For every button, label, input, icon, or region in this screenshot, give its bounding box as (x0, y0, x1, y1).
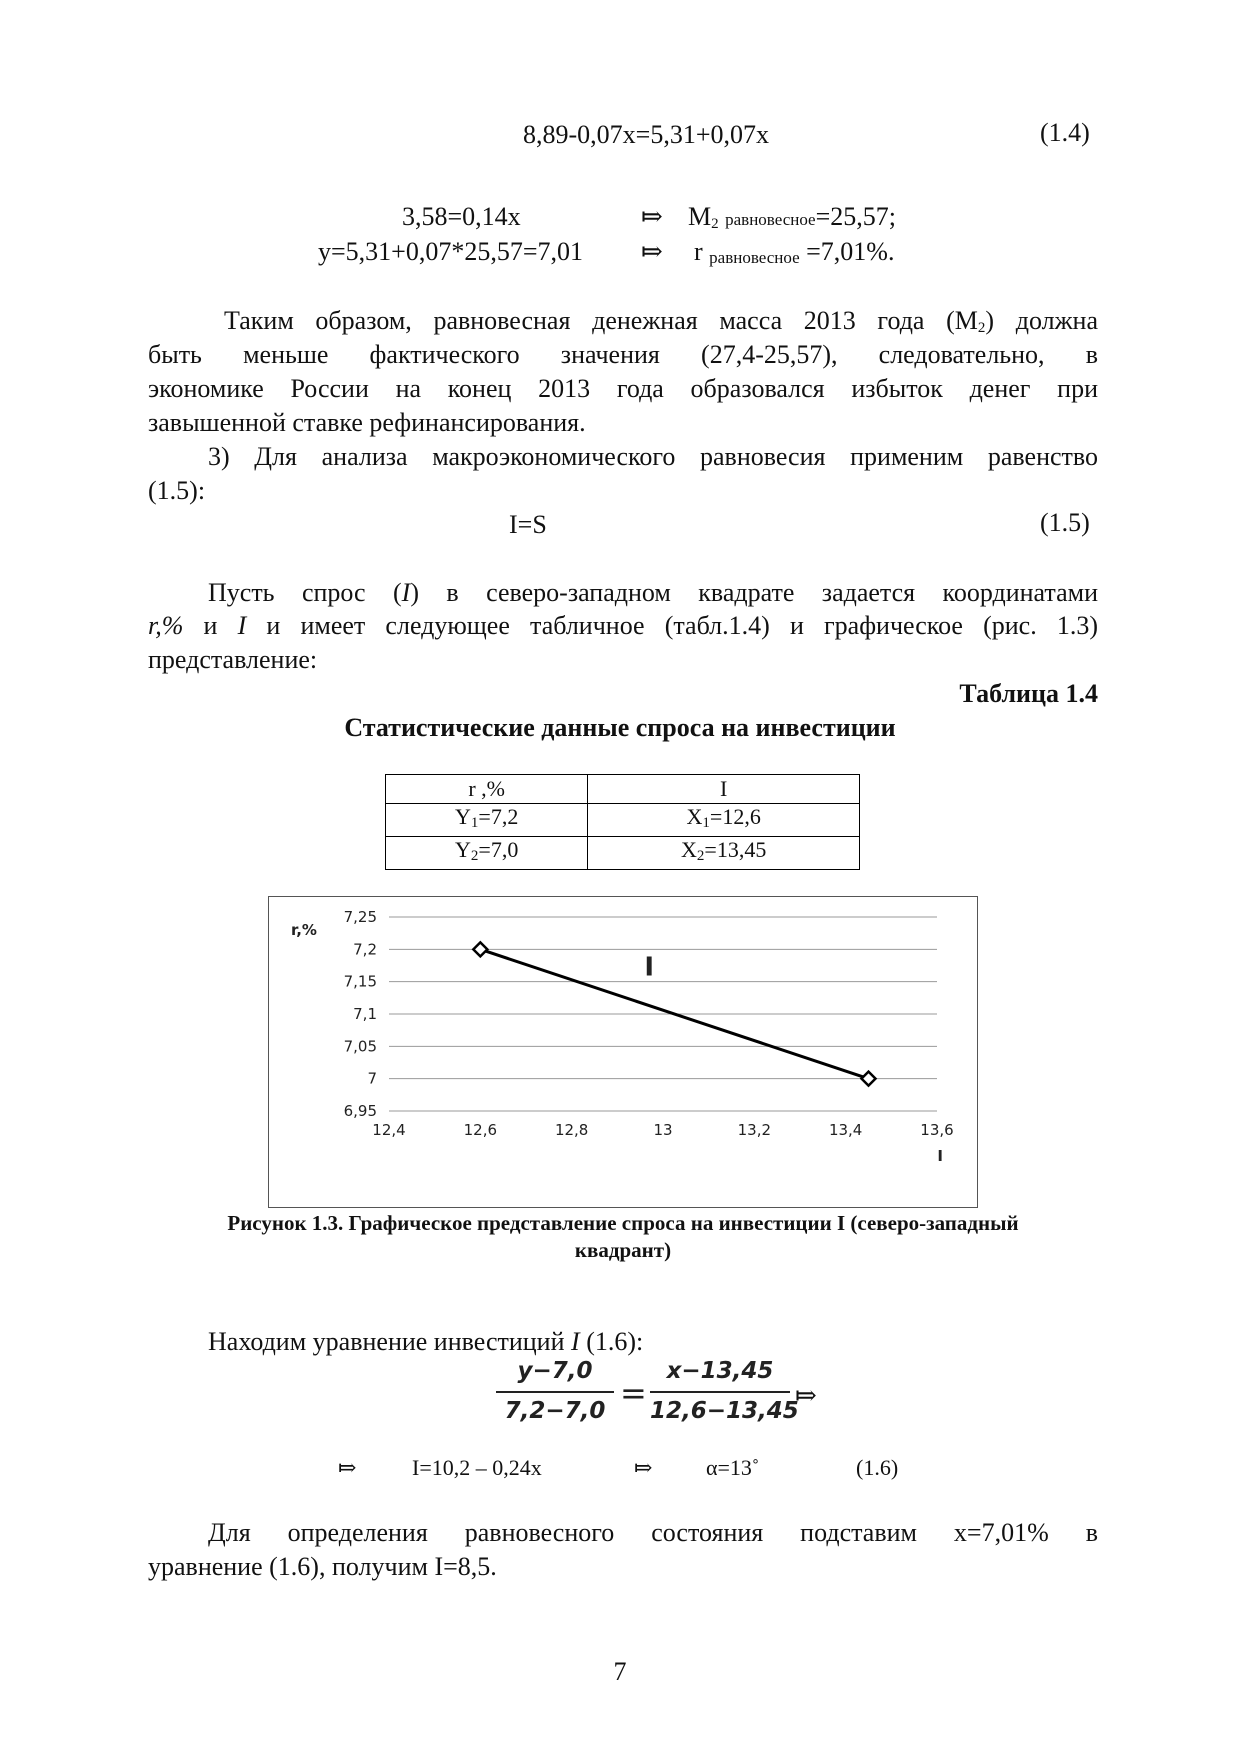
chart-svg (269, 897, 977, 1207)
solve-line2-left: y=5,31+0,07*25,57=7,01 (318, 237, 583, 266)
para1-line2: быть меньше фактического значения (27,4-25,57), следовательно, в (148, 340, 1098, 369)
solve-line1-right: $M_2$ равновесное=25,57; (688, 202, 896, 232)
equation-1-5: I=S (509, 510, 547, 539)
series-label: I (644, 952, 655, 983)
para5-line2: уравнение (1.6), получим I=8,5. (148, 1552, 497, 1581)
eq16-alpha: α=13˚ (706, 1455, 760, 1480)
para4: Находим уравнение инвестиций I (1.6): (208, 1327, 644, 1356)
para5-line1: Для определения равновесного состояния подставим x=7,01% в (208, 1518, 1098, 1547)
table-header-cell: I (588, 775, 860, 804)
table-title: Статистические данные спроса на инвестиции (344, 713, 896, 742)
fraction-equals: = (620, 1374, 647, 1412)
solve-line1-arrow: ⤇ (641, 202, 663, 231)
y-tick-label: 7 (367, 1069, 377, 1088)
table-header-cell: r ,% (386, 775, 588, 804)
eq16-arrow2: ⤇ (634, 1455, 653, 1480)
eq16-expression: I=10,2 – 0,24x (412, 1455, 542, 1480)
figure-caption (148, 1210, 1098, 1264)
figure-caption-line2: квадрант) (574, 1238, 672, 1262)
table-cell: $Y_1=7,2$ (386, 804, 588, 837)
fraction-left-denominator: 7,2−7,0 (504, 1398, 606, 1424)
y-tick-label: 7,15 (343, 972, 377, 991)
para3-line3: представление: (148, 645, 318, 674)
y-tick-label: 7,25 (343, 908, 377, 926)
x-tick-label: 13,6 (920, 1121, 954, 1139)
equation-1-5-number: (1.5) (1040, 508, 1090, 537)
para1-line4: завышенной ставке рефинансирования. (148, 408, 586, 437)
fraction-right-denominator: 12,6−13,45 (650, 1398, 799, 1424)
para1-line1: Таким образом, равновесная денежная масса 2013 года $(M_2)$ должна (224, 306, 1099, 336)
investment-demand-chart (268, 896, 978, 1208)
page-number: 7 (613, 1657, 627, 1686)
fraction-left-numerator: y−7,0 (517, 1358, 593, 1384)
para1-line3: экономике России на конец 2013 года образовался избыток денег при (148, 374, 1098, 403)
table-cell: $X_2=13,45$ (588, 837, 860, 870)
data-point-marker (473, 942, 487, 956)
statistics-table (385, 774, 860, 870)
para2-line2: (1.5): (148, 476, 206, 505)
fraction-left-bar (496, 1391, 614, 1393)
x-tick-label: 12,8 (554, 1121, 589, 1139)
table-cell: $Y_2=7,0$ (386, 837, 588, 870)
equation-1-4-number: (1.4) (1040, 118, 1090, 147)
table-row (386, 837, 860, 870)
solve-line1-left: 3,58=0,14x (402, 202, 521, 231)
table-number: Таблица 1.4 (959, 679, 1098, 708)
para2-line1: 3) Для анализа макроэкономического равновесия применим равенство (208, 442, 1098, 471)
eq16-number: (1.6) (856, 1455, 899, 1480)
para3-line1: Пусть спрос (I) в северо-западном квадрате задается координатами (208, 578, 1098, 607)
fraction-right-numerator: x−13,45 (666, 1358, 774, 1384)
solve-line2-right: r $_{равновесное}$ =7,01%. (694, 237, 895, 267)
y-tick-label: 6,95 (343, 1102, 377, 1120)
y-tick-label: 7,05 (343, 1037, 377, 1056)
para3-line2: r,% и I и имеет следующее табличное (табл.1.4) и графическое (рис. 1.3) (148, 611, 1098, 640)
y-axis-label: r,% (291, 921, 317, 939)
table-row (386, 804, 860, 837)
table-header-row (386, 775, 860, 804)
x-tick-label: 13 (653, 1121, 673, 1139)
eq16-arrow1: ⤇ (338, 1455, 357, 1480)
x-tick-label: 13,2 (737, 1121, 772, 1139)
x-tick-label: 13,4 (828, 1121, 863, 1139)
fraction-arrow: ⤇ (795, 1381, 817, 1410)
data-point-marker (862, 1072, 876, 1086)
figure-caption-line1: Рисунок 1.3. Графическое представление спроса на инвестиции I (северо-западный (227, 1211, 1019, 1235)
y-tick-label: 7,2 (353, 940, 377, 959)
table-cell: $X_1=12,6$ (588, 804, 860, 837)
solve-line2-arrow: ⤇ (641, 237, 663, 266)
x-axis-label: I (937, 1147, 943, 1165)
y-tick-label: 7,1 (353, 1005, 377, 1023)
equation-1-4: 8,89-0,07x=5,31+0,07x (523, 120, 769, 149)
fraction-right-bar (650, 1391, 790, 1393)
x-tick-label: 12,6 (463, 1121, 498, 1139)
x-tick-label: 12,4 (372, 1121, 406, 1139)
